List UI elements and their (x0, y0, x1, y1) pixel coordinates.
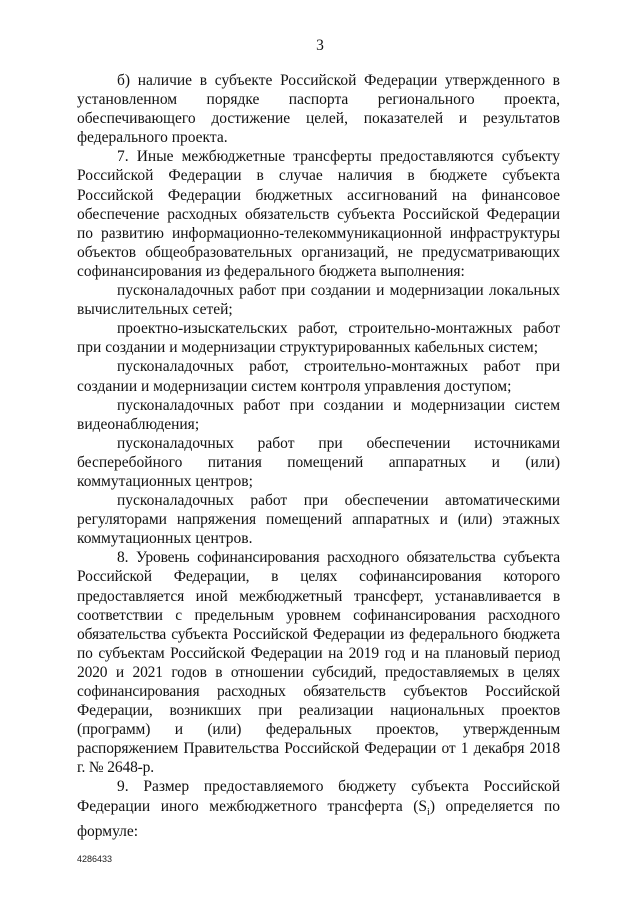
list-item-ups: пусконаладочных работ при обеспечении источниками бесперебойного питания помещений аппаратных и (или) коммутационных центров; (77, 434, 560, 490)
list-item-video-surveillance: пусконаладочных работ при создании и модернизации систем видеонаблюдения; (77, 396, 560, 433)
paragraph-7: 7. Иные межбюджетные трансферты предоставляются субъекту Российской Федерации в случае наличия в бюджете субъекта Российской Федерации бюджетных ассигнований на финансовое обеспечение расходных обязательств субъекта Российской Федерации по развитию информационно-телекоммуникационной инфраструктуры объектов общеобразовательных организаций, не предусматривающих софинансирования из федерального бюджета выполнения: (77, 148, 560, 280)
paragraph-8: 8. Уровень софинансирования расходного обязательства субъекта Российской Федерации, в целях софинансирования которого предоставляется иной межбюджетный трансферт, устанавливается в соответствии с предельным уровнем софинансирования расходного обязательства субъекта Российской Федерации из федерального бюджета по субъектам Российской Федерации на 2019 год и на плановый период 2020 и 2021 годов в отношении субсидий, предоставляемых в целях софинансирования расходных обязательств субъектов Российской Федерации, возникших при реализации национальных проектов (программ) и (или) федеральных проектов, утвержденным распоряжением Правительства Российской Федерации от 1 декабря 2018 г. № 2648-р. (77, 549, 560, 777)
document-id: 4286433 (77, 854, 113, 864)
list-item-local-networks: пусконаладочных работ при создании и модернизации локальных вычислительных сетей; (77, 282, 560, 319)
list-item-access-control: пусконаладочных работ, строительно-монтажных работ при создании и модернизации систем контроля управления доступом; (77, 358, 560, 395)
paragraph-9 (77, 777, 560, 840)
paragraph-9-text-end: ) определяется по формуле: (77, 797, 560, 840)
paragraph-9-text: 9. Размер предоставляемого бюджету субъекта Российской Федерации иного межбюджетного трансферта (S (77, 778, 560, 815)
list-item-voltage-regulators: пусконаладочных работ при обеспечении автоматическими регуляторами напряжения помещений аппаратных и (или) этажных коммутационных центров. (77, 492, 560, 548)
paragraph-9-subscript: i (427, 806, 430, 818)
paragraph-b: б) наличие в субъекте Российской Федерации утвержденного в установленном порядке паспорта регионального проекта, обеспечивающего достижение целей, показателей и результатов федерального проекта. (77, 72, 560, 147)
list-item-cable-systems: проектно-изыскательских работ, строительно-монтажных работ при создании и модернизации структурированных кабельных систем; (77, 320, 560, 357)
document-body (77, 71, 560, 841)
page-number: 3 (316, 37, 324, 54)
